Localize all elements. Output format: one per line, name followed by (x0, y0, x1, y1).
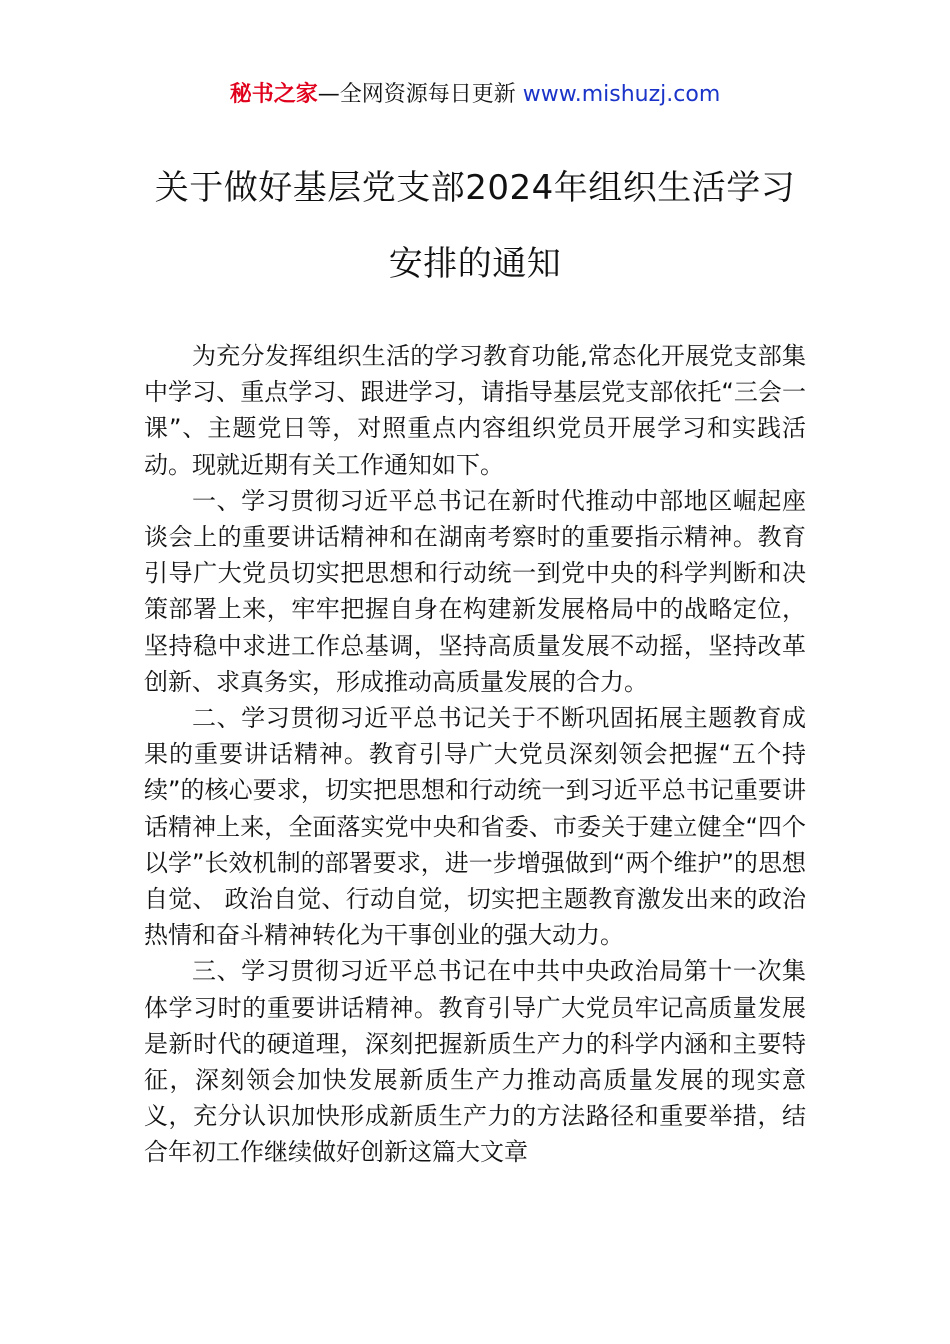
site-url-link[interactable]: www.mishuzj.com (522, 82, 721, 107)
section-one-paragraph: 一、学习贯彻习近平总书记在新时代推动中部地区崛起座谈会上的重要讲话精神和在湖南考察时的重要指示精神。教育引导广大党员切实把思想和行动统一到党中央的科学判断和决策部署上来，牢牢把握自身在构建新发展格局中的战略定位，坚持稳中求进工作总基调，坚持高质量发展不动摇，坚持改革创新、求真务实，形成推动高质量发展的合力。 (144, 486, 806, 696)
site-header (0, 78, 950, 112)
header-tagline: —全网资源每日更新 (317, 82, 516, 107)
title-line-1: 关于做好基层党支部2024年组织生活学习 (154, 168, 796, 208)
intro-paragraph: 为充分发挥组织生活的学习教育功能,常态化开展党支部集中学习、重点学习、跟进学习，请指导基层党支部依托“三会一课”、主题党日等，对照重点内容组织党员开展学习和实践活动。现就近期有关工作通知如下。 (144, 342, 806, 479)
brand-name: 秘书之家 (229, 82, 318, 107)
document-title (0, 150, 950, 302)
section-two-paragraph: 二、学习贯彻习近平总书记关于不断巩固拓展主题教育成果的重要讲话精神。教育引导广大党员深刻领会把握“五个持续”的核心要求，切实把思想和行动统一到习近平总书记重要讲话精神上来，全面落实党中央和省委、市委关于建立健全“四个以学”长效机制的部署要求，进一步增强做到“两个维护”的思想自觉、 政治自觉、行动自觉，切实把主题教育激发出来的政治热情和奋斗精神转化为干事创业的强大动力。 (144, 704, 806, 950)
section-three-paragraph: 三、学习贯彻习近平总书记在中共中央政治局第十一次集体学习时的重要讲话精神。教育引导广大党员牢记高质量发展是新时代的硬道理，深刻把握新质生产力的科学内涵和主要特征，深刻领会加快发展新质生产力推动高质量发展的现实意义，充分认识加快形成新质生产力的方法路径和重要举措，结合年初工作继续做好创新这篇大文章 (144, 957, 806, 1167)
document-body (144, 338, 806, 1171)
title-line-2: 安排的通知 (388, 244, 562, 284)
